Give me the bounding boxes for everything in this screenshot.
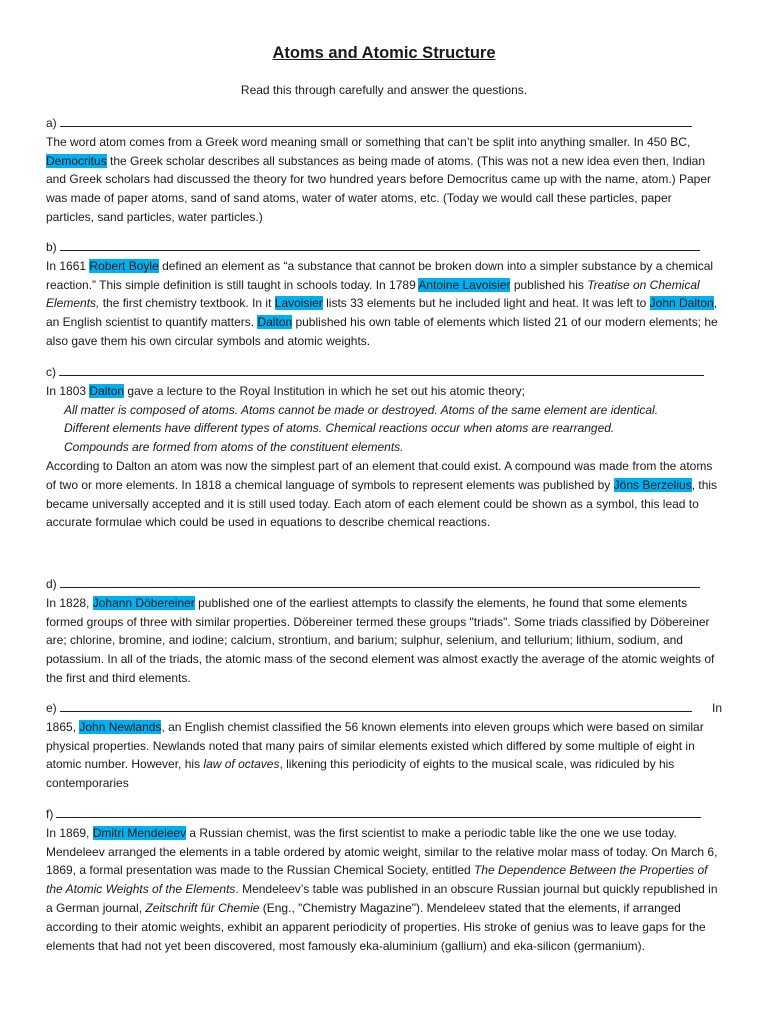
- text: In 1661: [46, 258, 90, 273]
- theory-line-2: Different elements have different types of atoms. Chemical reactions occur when atoms are rearranged.: [64, 421, 615, 436]
- text: . Mendeleev’s table was published in an obscure Russian journal but quickly republished in a German journal,: [46, 882, 718, 915]
- paragraph-c-intro: [46, 382, 722, 401]
- answer-blank[interactable]: [56, 805, 701, 818]
- text: In 1828,: [46, 595, 93, 610]
- highlight-name: Lavoisier: [274, 296, 323, 311]
- question-label: c): [46, 365, 56, 379]
- text: According to Dalton an atom was now the simplest part of an element that could exist. A compound was made from the atoms of two or more elements. In 1818 a chemical language of symbols to represent elements was published by: [46, 458, 713, 492]
- text: the first chemistry textbook. In it: [99, 296, 275, 311]
- highlight-name: Dmitri Mendeleev: [92, 825, 187, 840]
- answer-line-f[interactable]: [46, 805, 722, 824]
- highlight-name: Dalton: [257, 315, 293, 330]
- text: defined an element as “a substance that cannot be broken down into a simpler substance by a chemical reaction.” This simple definition is still taught in schools today. In 1789: [46, 258, 714, 292]
- theory-line-1: All matter is composed of atoms. Atoms cannot be made or destroyed. Atoms of the same element are identical.: [64, 402, 659, 417]
- answer-line-a[interactable]: [46, 114, 722, 133]
- text: , an English chemist classified the 56 known elements into eleven groups which were based on similar physical properties. Newlands noted that many pairs of similar elements existed which differed by some multiple of eight in atomic number. However, his: [46, 719, 704, 772]
- question-label: d): [46, 577, 57, 591]
- question-label: f): [46, 807, 54, 821]
- highlight-name: Democritus: [46, 153, 107, 168]
- trailing-text: In: [711, 701, 722, 715]
- instructions: Read this through carefully and answer the questions.: [240, 83, 528, 97]
- text: published his: [510, 277, 588, 292]
- question-label: b): [46, 240, 57, 254]
- answer-line-e[interactable]: [46, 699, 722, 718]
- answer-blank[interactable]: [60, 575, 700, 588]
- text: 1865,: [46, 719, 80, 734]
- answer-line-d[interactable]: [46, 575, 722, 594]
- theory-line-3: Compounds are formed from atoms of the constituent elements.: [64, 440, 404, 455]
- journal-title: Zeitschrift für Chemie: [145, 900, 260, 915]
- page-title: Atoms and Atomic Structure: [272, 44, 496, 62]
- section-a: [46, 114, 722, 227]
- section-b: [46, 238, 722, 351]
- section-f: [46, 805, 722, 955]
- text: In 1803: [46, 383, 90, 398]
- paragraph-c: [46, 457, 722, 532]
- section-e: [46, 699, 722, 793]
- answer-line-c[interactable]: [46, 363, 722, 382]
- answer-line-b[interactable]: [46, 238, 722, 257]
- answer-blank[interactable]: [60, 238, 700, 251]
- text: published one of the earliest attempts to classify the elements, he found that some elements formed groups of three with similar properties. Döbereiner termed these groups "triads". Some triads classified by Döbereiner are; chlorine, bromine, and iodine; calcium, strontium, and barium; sulphur, selenium, and tellurium; lithium, sodium, and potassium. In all of the triads, the atomic mass of the second element was almost exactly the average of the atomic weights of the first and third elements.: [46, 595, 715, 685]
- text: a Russian chemist, was the first scientist to make a periodic table like the one we use today. Mendeleev arranged the elements in a table ordered by atomic weight, similar to the relative molar mass of today. On March 6, 1869, a formal presentation was made to the Russian Chemical Society, entitled: [46, 825, 718, 878]
- text: , likening this periodicity of eights to the musical scale, was ridiculed by his contemporaries: [46, 757, 675, 791]
- answer-blank[interactable]: [60, 114, 692, 127]
- italic-term: law of octaves: [203, 757, 280, 772]
- text: The word atom comes from a Greek word meaning small or something that can’t be split into anything smaller. In 450 BC,: [46, 134, 691, 149]
- highlight-name: Jöns Berzelius: [613, 477, 692, 492]
- text: , this became universally accepted and it is still used today. Each atom of each element could be shown as a symbol, this lead to accurate formulae which could be used in equations to describe chemical reactions.: [46, 477, 718, 530]
- text: , an English scientist to quantify matters.: [46, 296, 718, 330]
- text: lists 33 elements but he included light and heat. It was left to: [322, 296, 650, 311]
- paragraph-e: [46, 718, 722, 793]
- answer-blank[interactable]: [60, 699, 692, 712]
- highlight-name: John Dalton: [649, 296, 714, 311]
- paper-title: The Dependence Between the Properties of the Atomic Weights of the Elements: [46, 863, 708, 897]
- highlight-name: Antoine Lavoisier: [418, 277, 511, 292]
- text: (Eng., "Chemistry Magazine"). Mendeleev stated that the elements, if arranged according to their atomic weights, exhibit an apparent periodicity of properties. His stroke of genius was to leave gaps for the elements that had not yet been discovered, most famously eka-aluminium (gallium) and eka-silicon (germanium).: [46, 900, 706, 953]
- answer-blank[interactable]: [59, 363, 704, 376]
- highlight-name: John Newlands: [79, 719, 162, 734]
- text: published his own table of elements which listed 21 of our modern elements; he also gave them his own circular symbols and atomic weights.: [46, 315, 718, 348]
- paragraph-b: [46, 257, 722, 351]
- paragraph-d: [46, 594, 722, 688]
- paragraph-f: [46, 824, 722, 956]
- section-d: [46, 575, 722, 688]
- text: gave a lecture to the Royal Institution in which he set out his atomic theory;: [124, 383, 525, 398]
- text: In 1869,: [46, 825, 93, 840]
- question-label: a): [46, 116, 57, 130]
- question-label: e): [46, 701, 57, 715]
- highlight-name: Robert Boyle: [89, 258, 159, 273]
- book-title: Treatise on Chemical Elements,: [46, 277, 700, 311]
- highlight-name: Dalton: [89, 383, 125, 398]
- section-c: [46, 363, 722, 532]
- highlight-name: Johann Döbereiner: [92, 595, 195, 610]
- paragraph-a: [46, 133, 722, 227]
- text: the Greek scholar describes all substances as being made of atoms. (This was not a new idea even then, Indian and Greek scholars had discussed the theory for two hundred years before Democritus came up with the name, atom.) Paper was made of paper atoms, sand of sand atoms, water of water atoms, etc. (Today we would call these particles, paper particles, sand particles, water particles.): [46, 153, 712, 224]
